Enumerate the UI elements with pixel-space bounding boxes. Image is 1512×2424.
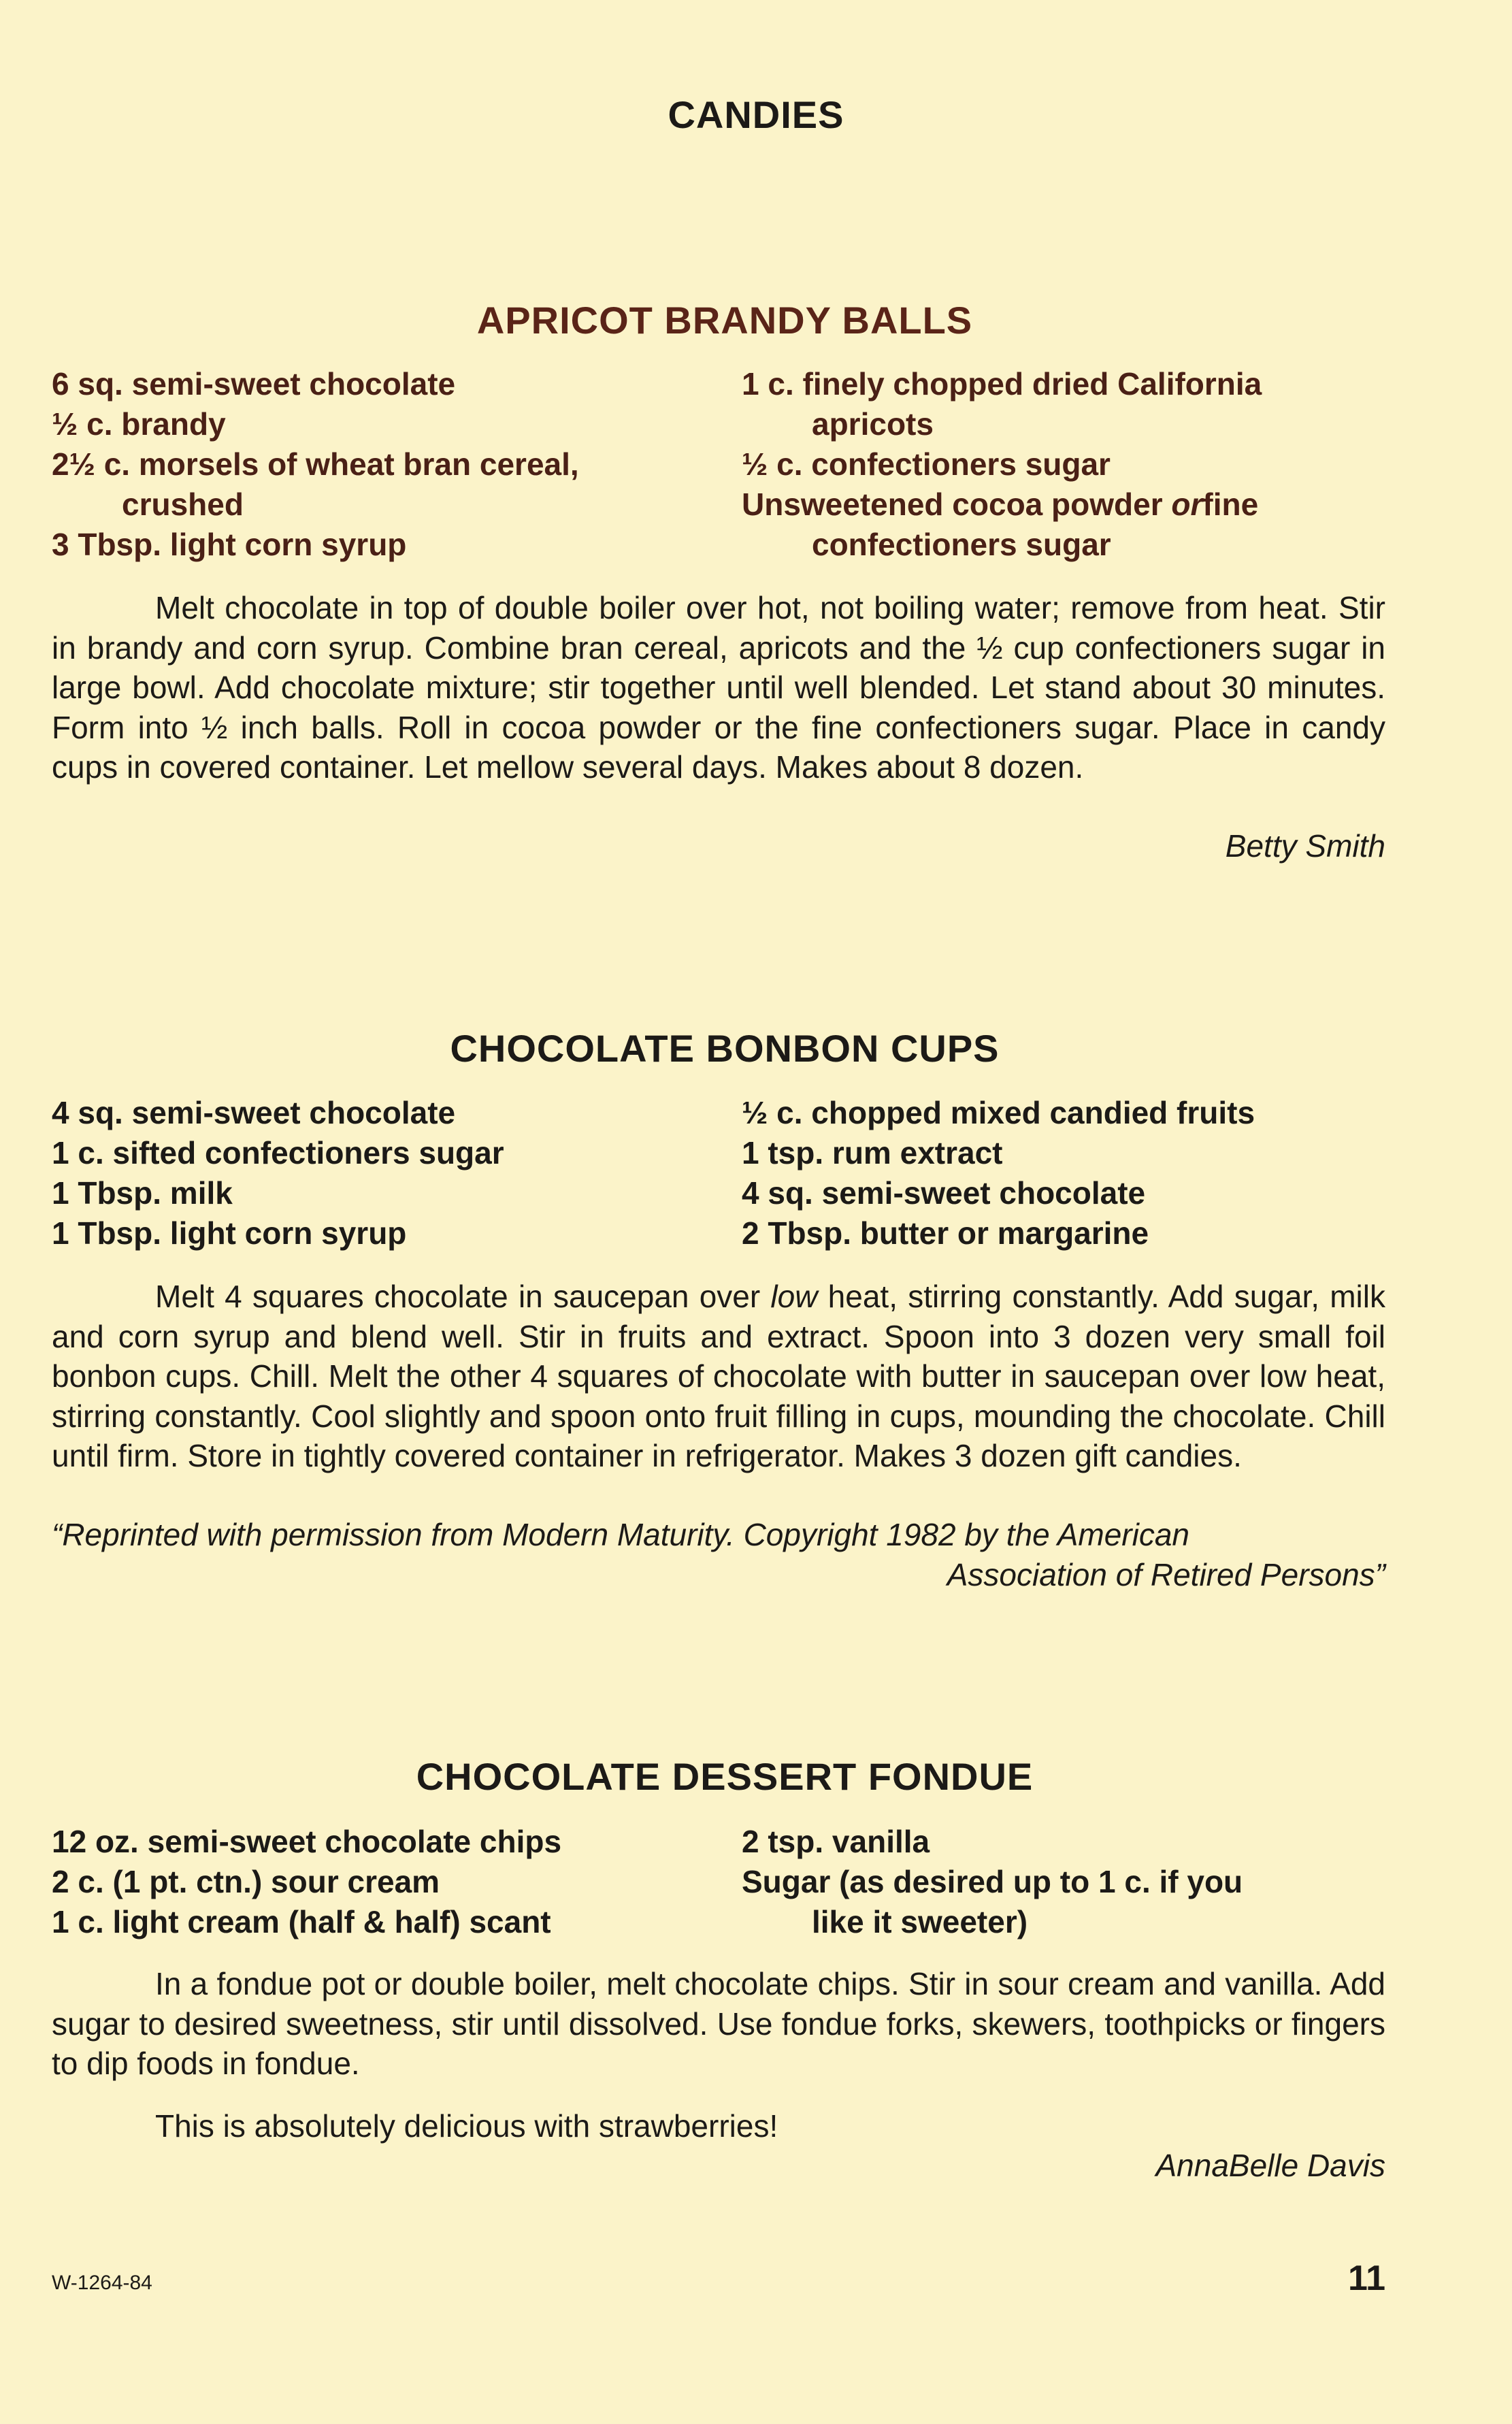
ingredient-line: 2 tsp. vanilla: [742, 1824, 930, 1859]
ingredient-line: apricots: [812, 406, 934, 442]
ingredient-line: 3 Tbsp. light corn syrup: [52, 527, 407, 562]
reprint-line: “Reprinted with permission from Modern Maturity. Copyright 1982 by the American: [52, 1517, 1190, 1552]
ingredient-line: confectioners sugar: [812, 527, 1111, 562]
ingredients-left-column: [52, 1822, 742, 1942]
ingredient-line: 4 sq. semi-sweet chocolate: [52, 1095, 456, 1130]
ingredient-line: [742, 485, 1395, 525]
directions-paragraph: Melt chocolate in top of double boiler over hot, not boiling water; remove from heat. Stir in brandy and corn syrup. Combine bran cereal, apricots and the ½ cup confectioners sugar in large bowl. Add chocolate mixture; stir together until well blended. Let stand about 30 minutes. Form into ½ inch balls. Roll in cocoa powder or the fine confectioners sugar. Place in candy cups in covered container. Let mellow several days. Makes about 8 dozen.: [52, 590, 1385, 785]
directions-apricot-brandy-balls: [52, 588, 1385, 787]
ingredients-right-column: [742, 1093, 1395, 1254]
ingredients-left-column: [52, 364, 742, 565]
recipe-title-chocolate-bonbon-cups: CHOCOLATE BONBON CUPS: [450, 1027, 1000, 1070]
ingredient-line: 1 Tbsp. light corn syrup: [52, 1215, 407, 1251]
ingredient-text: fine: [1202, 487, 1259, 522]
ingredient-line: 2½ c. morsels of wheat bran cereal,: [52, 446, 579, 482]
ingredient-emphasis: or: [1171, 487, 1203, 522]
ingredient-line: ½ c. brandy: [52, 406, 226, 442]
ingredients-chocolate-bonbon-cups: [52, 1093, 1413, 1254]
ingredient-line: ½ c. chopped mixed candied fruits: [742, 1095, 1255, 1130]
ingredients-left-column: [52, 1093, 742, 1254]
recipe-title-apricot-brandy-balls: APRICOT BRANDY BALLS: [476, 299, 973, 342]
ingredients-chocolate-dessert-fondue: [52, 1822, 1413, 1942]
directions-chocolate-dessert-fondue: [52, 1964, 1385, 2084]
directions-paragraph: In a fondue pot or double boiler, melt chocolate chips. Stir in sour cream and vanilla. Add sugar to desired sweetness, stir until dissolved. Use fondue forks, skewers, toothpicks or fingers to dip foods in fondue.: [52, 1966, 1385, 2081]
recipe-title-chocolate-dessert-fondue: CHOCOLATE DESSERT FONDUE: [416, 1755, 1034, 1798]
ingredient-line: 2 c. (1 pt. ctn.) sour cream: [52, 1864, 440, 1899]
directions-chocolate-bonbon-cups: [52, 1277, 1385, 1476]
ingredient-line: 4 sq. semi-sweet chocolate: [742, 1175, 1146, 1211]
ingredient-line: Sugar (as desired up to 1 c. if you: [742, 1864, 1243, 1899]
document-code: W-1264-84: [52, 2272, 152, 2294]
ingredient-line: 1 Tbsp. milk: [52, 1175, 233, 1211]
recipe-note: This is absolutely delicious with strawberries!: [155, 2108, 778, 2144]
page-number: 11: [1348, 2259, 1385, 2298]
ingredients-apricot-brandy-balls: [52, 364, 1413, 565]
reprint-line: Association of Retired Persons”: [947, 1556, 1385, 1592]
recipe-credit: Betty Smith: [1225, 828, 1385, 864]
reprint-notice: [52, 1515, 1385, 1594]
directions-text: heat, stirring constantly. Add sugar, milk and corn syrup and blend well. Stir in fruits and extract. Spoon into 3 dozen very small foil bonbon cups. Chill. Melt the other 4 squares of chocolate with butter in saucepan over low heat, stirring constantly. Cool slightly and spoon onto fruit filling in cups, mounding the chocolate. Chill until firm. Store in tightly covered container in refrigerator. Makes 3 dozen gift candies.: [52, 1279, 1385, 1473]
ingredient-line: 1 c. light cream (half & half) scant: [52, 1904, 551, 1939]
ingredient-text: Unsweetened cocoa powder: [742, 487, 1172, 522]
ingredient-line: ½ c. confectioners sugar: [742, 446, 1111, 482]
ingredient-line: 1 c. sifted confectioners sugar: [52, 1135, 504, 1170]
section-title: CANDIES: [668, 93, 844, 136]
directions-emphasis: low: [770, 1279, 818, 1314]
directions-paragraph: [52, 1277, 1385, 1476]
directions-text: Melt 4 squares chocolate in saucepan over: [155, 1279, 771, 1314]
recipe-credit: AnnaBelle Davis: [1155, 2148, 1385, 2183]
ingredient-line: crushed: [122, 487, 244, 522]
ingredient-line: like it sweeter): [812, 1904, 1028, 1939]
ingredient-line: 2 Tbsp. butter or margarine: [742, 1215, 1149, 1251]
ingredient-line: 12 oz. semi-sweet chocolate chips: [52, 1824, 562, 1859]
ingredients-right-column: [742, 364, 1395, 565]
ingredient-line: 6 sq. semi-sweet chocolate: [52, 366, 456, 402]
ingredient-line: 1 tsp. rum extract: [742, 1135, 1003, 1170]
ingredients-right-column: [742, 1822, 1395, 1942]
ingredient-line: 1 c. finely chopped dried California: [742, 366, 1262, 402]
